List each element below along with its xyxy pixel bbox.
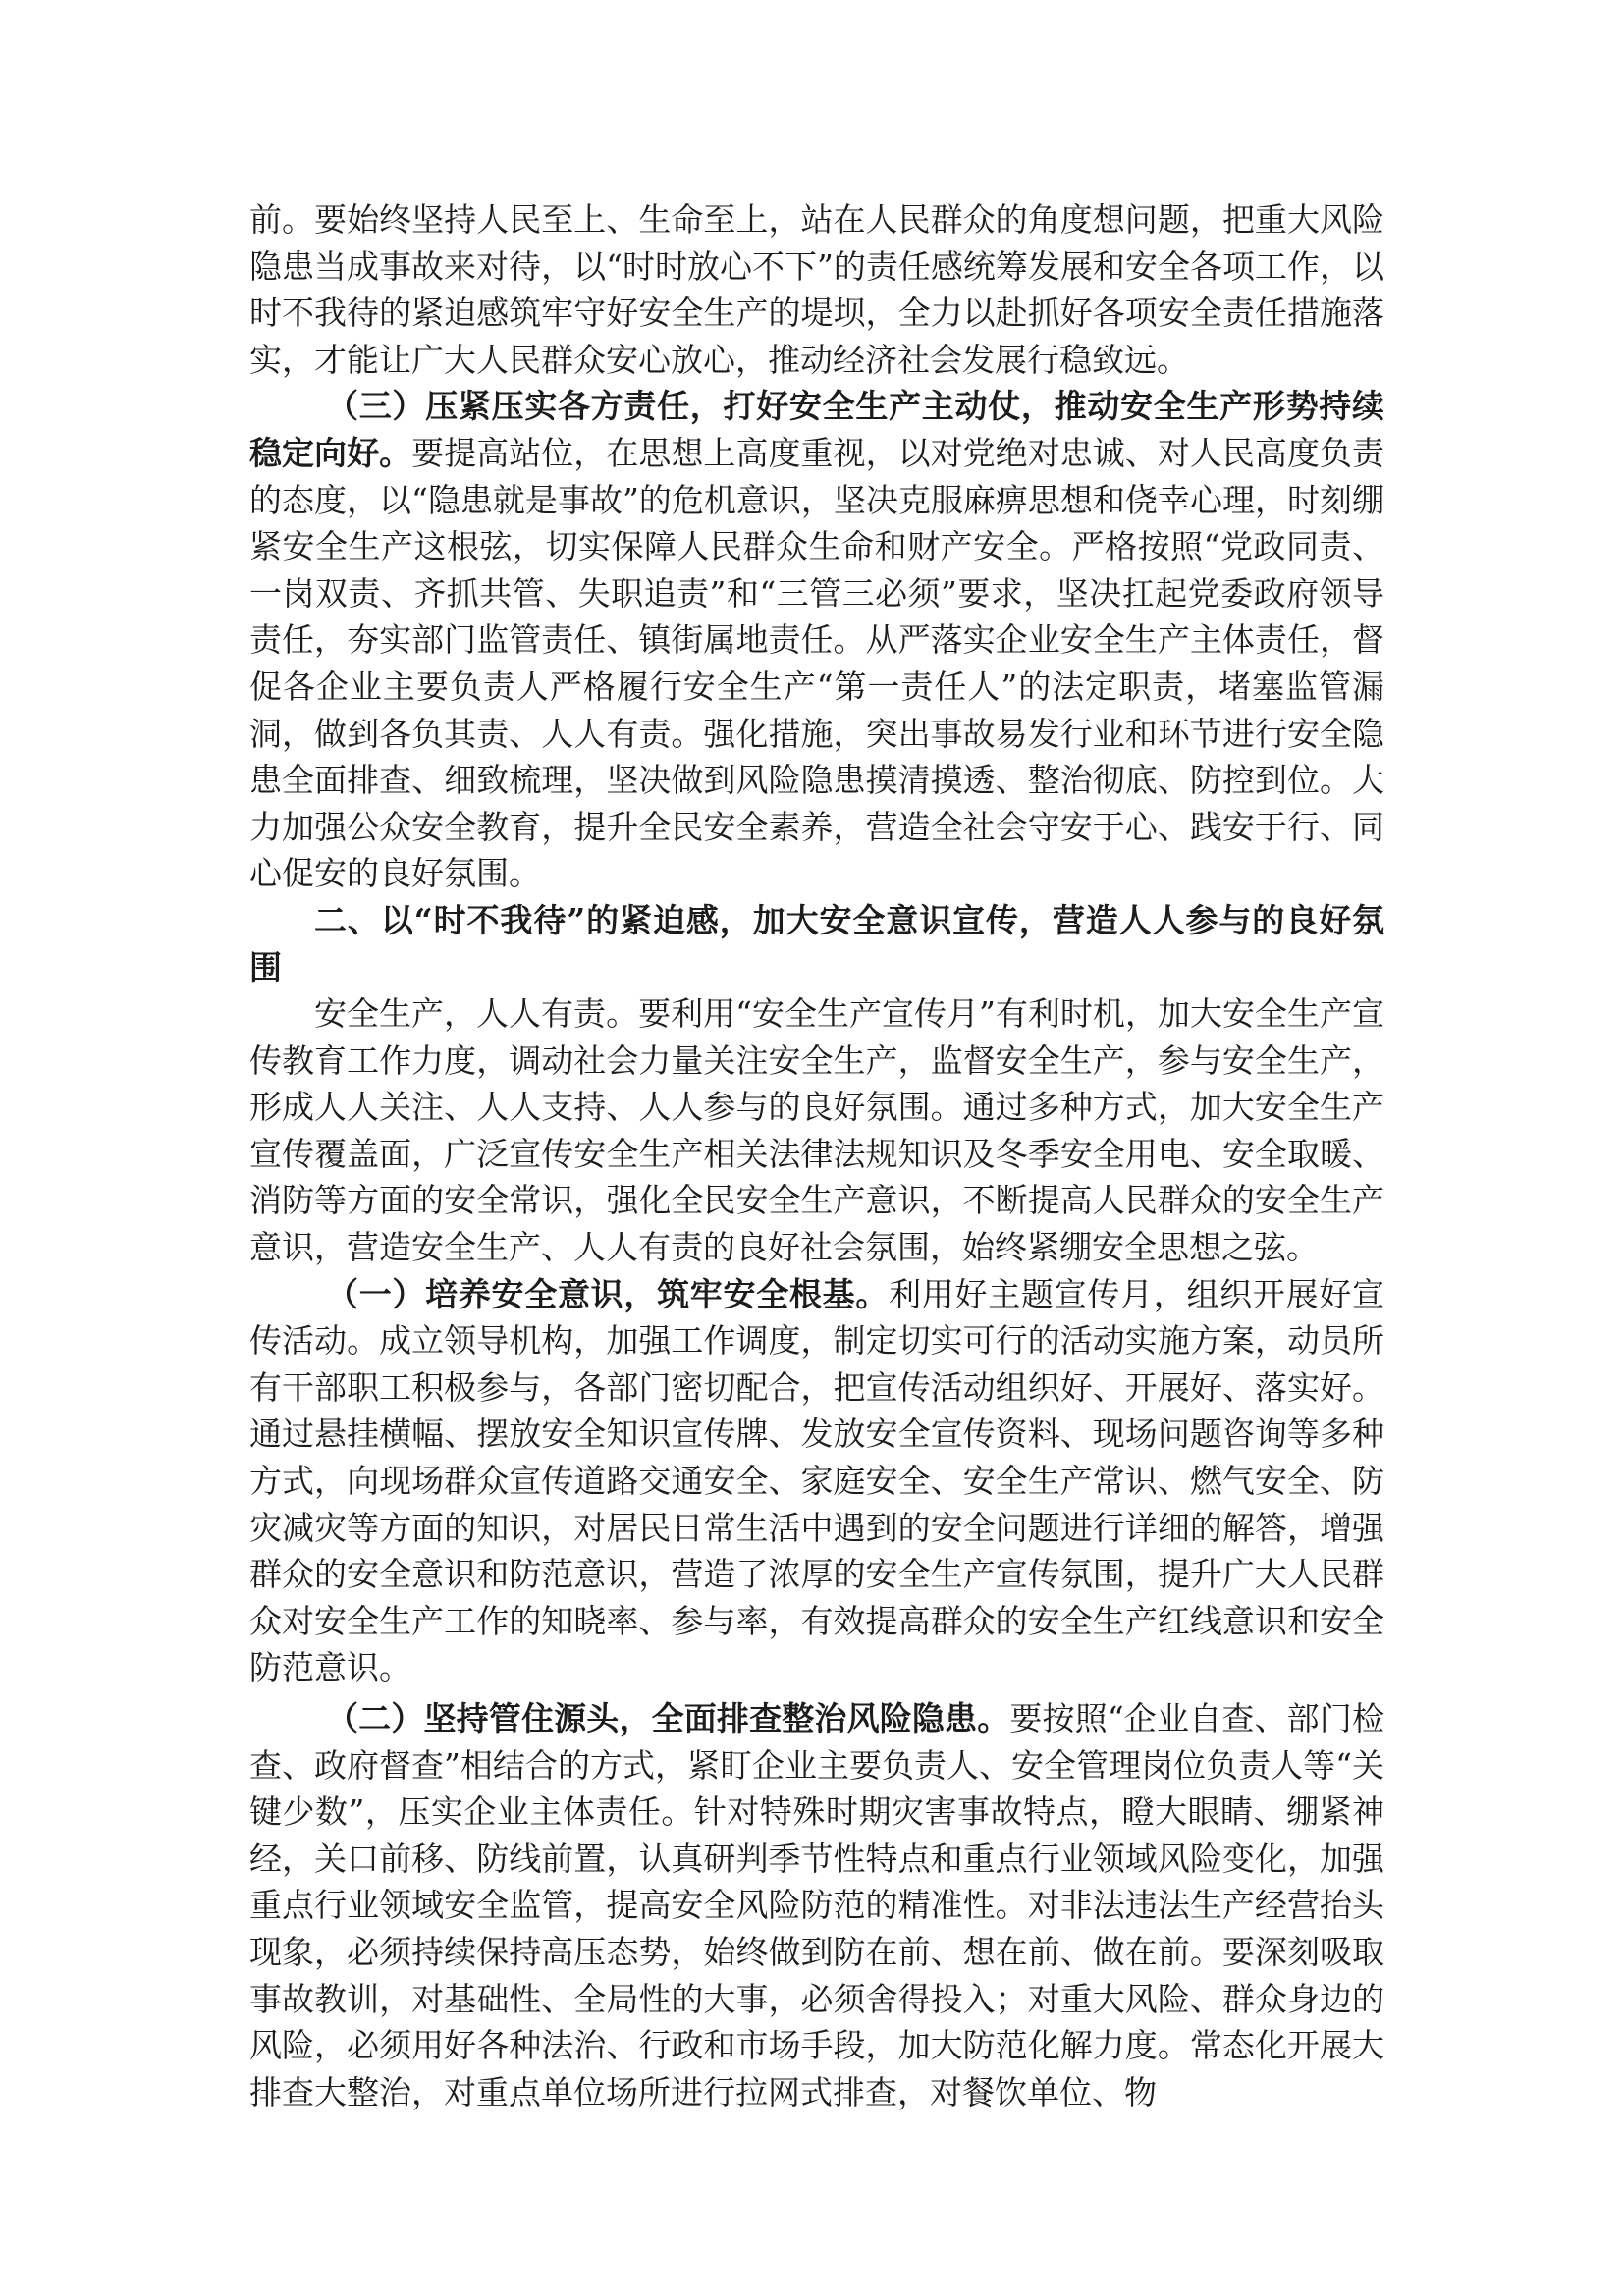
paragraph-lead: （二）坚持管住源头，全面排查整治风险隐患。 (326, 1699, 1010, 1737)
paragraph-subsection-1 (249, 1271, 1384, 1691)
paragraph-text: 要按照“企业自查、部门检查、政府督查”相结合的方式，紧盯企业主要负责人、安全管理岗位负责人等“关键少数”，压实企业主体责任。针对特殊时期灾害事故特点，瞪大眼睛、绷紧神经，关口前移、防线前置，认真研判季节性特点和重点行业领域风险变化，加强重点行业领域安全监管，提高安全风险防范的精准性。对非法违法生产经营抬头现象，必须持续保持高压态势，始终做到防在前、想在前、做在前。要深刻吸取事故教训，对基础性、全局性的大事，必须舍得投入；对重大风险、群众身边的风险，必须用好各种法治、行政和市场手段，加大防范化解力度。常态化开展大排查大整治，对重点单位场所进行拉网式排查，对餐饮单位、物 (249, 1699, 1385, 2111)
paragraph-lead: （一）培养安全意识，筑牢安全根基。 (326, 1274, 890, 1313)
paragraph-intro (249, 990, 1384, 1271)
paragraph-text: 前。要始终坚持人民至上、生命至上，站在人民群众的角度想问题，把重大风险隐患当成事故来对待，以“时时放心不下”的责任感统筹发展和安全各项工作，以时不我待的紧迫感筑牢守好安全生产的堤坝，全力以赴抓好各项安全责任措施落实，才能让广大人民群众安心放心，推动经济社会发展行稳致远。 (249, 200, 1384, 379)
paragraph-text: 安全生产，人人有责。要利用“安全生产宣传月”有利时机，加大安全生产宣传教育工作力度，调动社会力量关注安全生产，监督安全生产，参与安全生产，形成人人关注、人人支持、人人参与的良好氛围。通过多种方式，加大安全生产宣传覆盖面，广泛宣传安全生产相关法律法规知识及冬季安全用电、安全取暖、消防等方面的安全常识，强化全民安全生产意识，不断提高人民群众的安全生产意识，营造安全生产、人人有责的良好社会氛围，始终紧绷安全思想之弦。 (249, 994, 1384, 1267)
paragraph-section-3 (249, 383, 1384, 897)
paragraph-lead: （三）压紧压实各方责任，打好安全生产主动仗，推动安全生产形势持续稳定向好。 (249, 387, 1384, 472)
paragraph-text: 利用好主题宣传月，组织开展好宣传活动。成立领导机构，加强工作调度，制定切实可行的活动实施方案，动员所有干部职工积极参与，各部门密切配合，把宣传活动组织好、开展好、落实好。通过悬挂横幅、摆放安全知识宣传牌、发放安全宣传资料、现场问题咨询等多种方式，向现场群众宣传道路交通安全、家庭安全、安全生产常识、燃气安全、防灾减灾等方面的知识，对居民日常生活中遇到的安全问题进行详细的解答，增强群众的安全意识和防范意识，营造了浓厚的安全生产宣传氛围，提升广大人民群众对安全生产工作的知晓率、参与率，有效提高群众的安全生产红线意识和安全防范意识。 (249, 1274, 1385, 1687)
paragraph-continuation (249, 196, 1384, 383)
paragraph-subsection-2 (249, 1695, 1384, 2115)
paragraph-text: 要提高站位，在思想上高度重视，以对党绝对忠诚、对人民高度负责的态度，以“隐患就是事故”的危机意识，坚决克服麻痹思想和侥幸心理，时刻绷紧安全生产这根弦，切实保障人民群众生命和财产安全。严格按照“党政同责、一岗双责、齐抓共管、失职追责”和“三管三必须”要求，坚决扛起党委政府领导责任，夯实部门监管责任、镇街属地责任。从严落实企业安全生产主体责任，督促各企业主要负责人严格履行安全生产“第一责任人”的法定职责，堵塞监管漏洞，做到各负其责、人人有责。强化措施，突出事故易发行业和环节进行安全隐患全面排查、细致梳理，坚决做到风险隐患摸清摸透、整治彻底、防控到位。大力加强公众安全教育，提升全民安全素养，营造全社会守安于心、践安于行、同心促安的良好氛围。 (249, 433, 1385, 893)
document-page (249, 196, 1384, 2115)
section-heading-2 (249, 897, 1384, 990)
heading-text: 二、以“时不我待”的紧迫感，加大安全意识宣传，营造人人参与的良好氛围 (249, 900, 1384, 987)
